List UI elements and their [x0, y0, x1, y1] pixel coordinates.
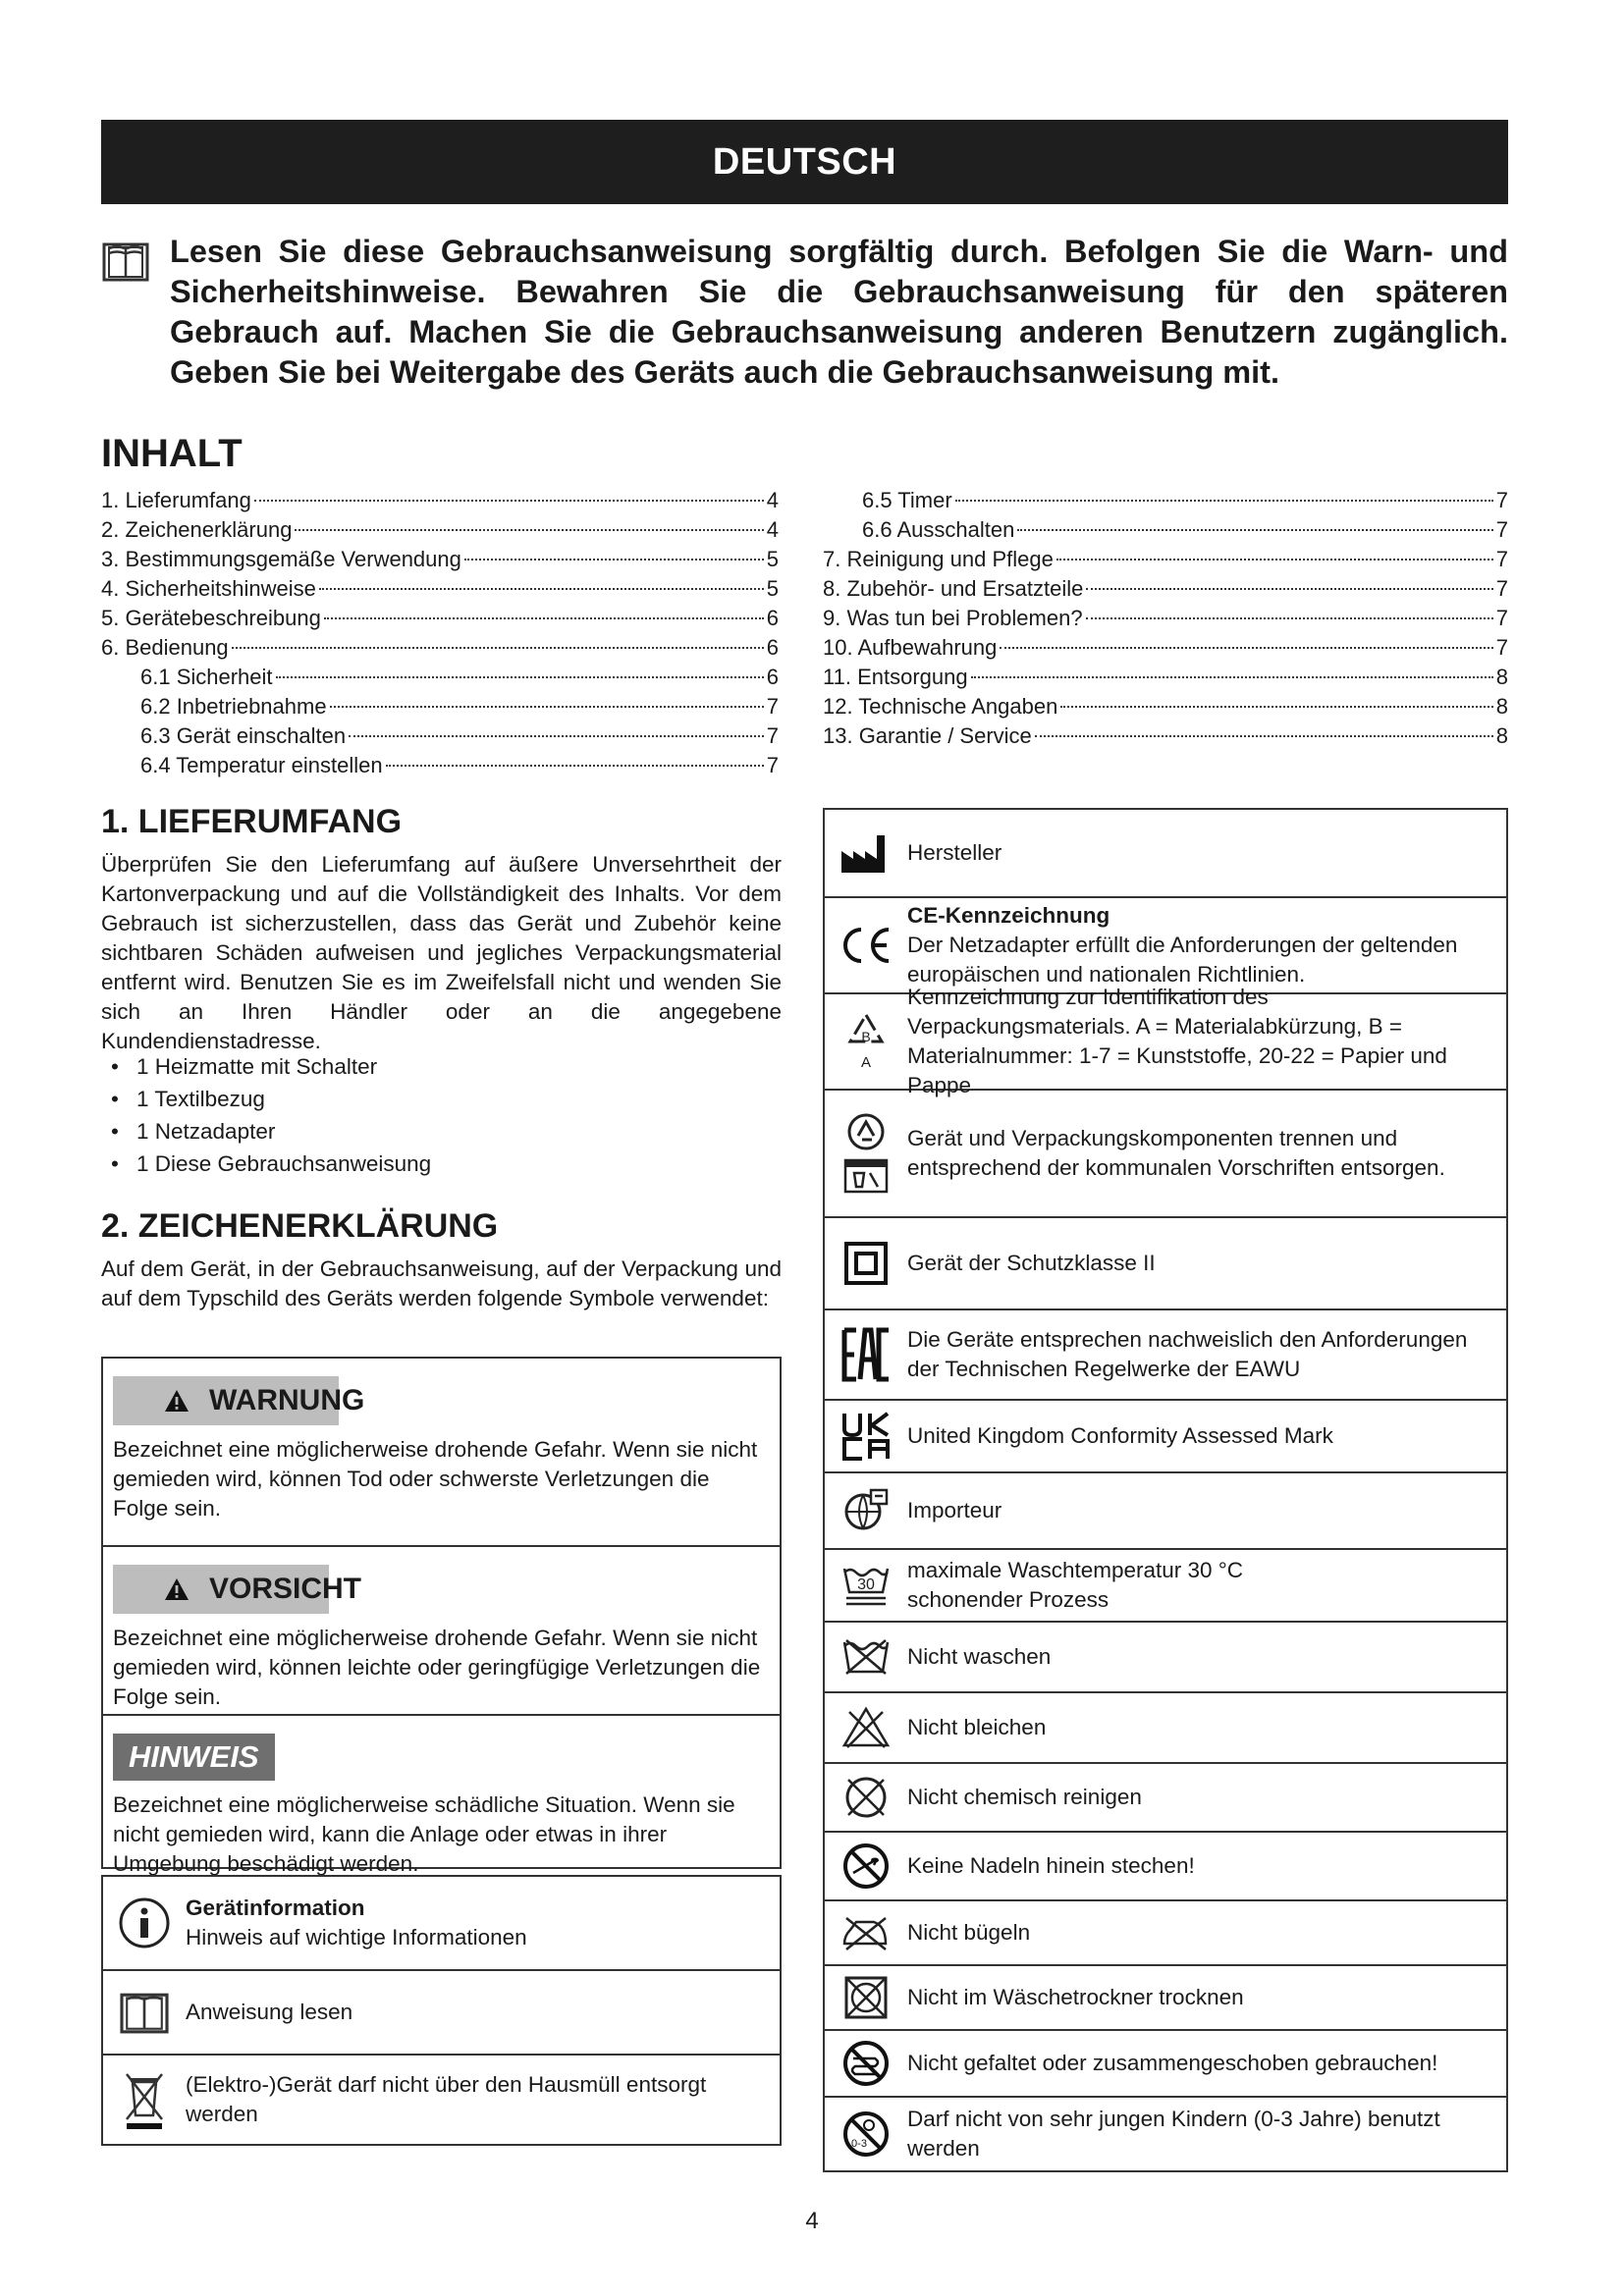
- symbol-row-nadeln: [825, 1833, 1506, 1901]
- svg-text:30: 30: [857, 1576, 875, 1593]
- toc-entry: 6.2 Inbetriebnahme 7: [140, 694, 779, 719]
- toc-entry: 8. Zubehör- und Ersatzteile 7: [823, 576, 1508, 601]
- wash-temperature-text: maximale Waschtemperatur 30 °C: [907, 1558, 1244, 1582]
- book-icon: [101, 232, 170, 393]
- info-symbols-box: [101, 1875, 782, 2146]
- no-folding-icon: [841, 2039, 891, 2088]
- language-banner: [101, 120, 1508, 204]
- no-dry-clean-icon: [842, 1774, 890, 1821]
- protection-class-ii-icon: [843, 1241, 889, 1286]
- symbol-table: [823, 808, 1508, 2172]
- toc-entry: 12. Technische Angaben 8: [823, 694, 1508, 719]
- hinweis-block: [103, 1714, 780, 1889]
- toc-entry: 6.3 Gerät einschalten 7: [140, 723, 779, 748]
- symbol-row-importeur: [825, 1473, 1506, 1550]
- eac-text: Die Geräte entsprechen nachweislich den Anforderungen der Technischen Regelwerke der EAWU: [907, 1327, 1468, 1381]
- symbol-row-hersteller: [825, 810, 1506, 898]
- geraetinformation-title: Gerätinformation: [186, 1896, 365, 1920]
- recycling-text: Kennzeichnung zur Identifikation des Verpackungsmaterials. A = Materialabkürzung, B = Materialnummer: 1-7 = Kunststoffe, 20-22 = Papier und Pappe: [907, 985, 1447, 1097]
- hinweis-label: HINWEIS: [113, 1734, 275, 1781]
- vorsicht-bar: [113, 1565, 362, 1614]
- sorting-bin-icon: [842, 1157, 890, 1195]
- wash-30-icon: [840, 1563, 892, 1608]
- eac-mark-icon: [841, 1326, 891, 1383]
- list-item: • 1 Textilbezug: [101, 1083, 782, 1115]
- kinder-text: Darf nicht von sehr jungen Kindern (0-3 Jahre) benutzt werden: [907, 2107, 1440, 2161]
- symbol-row-nicht-chemisch: [825, 1764, 1506, 1833]
- geraetinformation-text: Hinweis auf wichtige Informationen: [186, 1925, 527, 1949]
- nadeln-text: Keine Nadeln hinein stechen!: [907, 1853, 1195, 1878]
- warnung-label: WARNUNG: [209, 1384, 365, 1416]
- info-row-elektro: [103, 2056, 780, 2144]
- lieferumfang-text: Überprüfen Sie den Lieferumfang auf äußere Unversehrtheit der Kartonverpackung und auf die Vollständigkeit des Inhalts. Vor dem Gebrauch ist sicherzustellen, dass das Gerät und Zubehör keine sichtbaren Schäden aufweisen und jegliches Verpackungsmaterial entfernt wird. Benutzen Sie es im Zweifelsfall nicht und wenden Sie sich an Ihren Händler oder an die angegebene Kundendienstadresse.: [101, 852, 782, 1053]
- section-title-zeichenerklaerung: 2. ZEICHENERKLÄRUNG: [101, 1207, 499, 1245]
- ukca-mark-icon: [840, 1412, 892, 1461]
- anweisung-text: Anweisung lesen: [186, 2000, 353, 2024]
- zeichenerklaerung-text: Auf dem Gerät, in der Gebrauchsanweisung, auf der Verpackung und auf dem Typschild des Geräts werden folgende Symbole verwendet:: [101, 1256, 782, 1310]
- info-row-geraetinformation: [103, 1877, 780, 1971]
- toc-entry: 1. Lieferumfang 4: [101, 488, 779, 512]
- importer-icon: [841, 1486, 891, 1535]
- toc-title: INHALT: [101, 432, 243, 475]
- warnung-block: [103, 1376, 780, 1545]
- symbol-row-waschtemperatur: [825, 1550, 1506, 1623]
- nicht-gefaltet-text: Nicht gefaltet oder zusammengeschoben gebrauchen!: [907, 2051, 1438, 2075]
- toc-entry: 7. Reinigung und Pflege 7: [823, 547, 1508, 571]
- symbol-row-eac: [825, 1310, 1506, 1401]
- warning-triangle-icon: [164, 1577, 189, 1601]
- symbol-row-nicht-gefaltet: [825, 2031, 1506, 2098]
- symbol-row-nicht-trockner: [825, 1966, 1506, 2031]
- toc-entry: 2. Zeichenerklärung 4: [101, 517, 779, 542]
- nicht-trockner-text: Nicht im Wäschetrockner trocknen: [907, 1985, 1244, 2009]
- nicht-buegeln-text: Nicht bügeln: [907, 1920, 1031, 1945]
- recycling-icon: [842, 1012, 890, 1055]
- toc-left-column: [101, 486, 779, 780]
- triman-icon: [842, 1112, 890, 1151]
- toc-entry: 9. Was tun bei Problemen? 7: [823, 606, 1508, 630]
- toc-entry: 13. Garantie / Service 8: [823, 723, 1508, 748]
- toc-entry: 3. Bestimmungsgemäße Verwendung 5: [101, 547, 779, 571]
- toc-entry: 4. Sicherheitshinweise 5: [101, 576, 779, 601]
- warning-box: [101, 1357, 782, 1876]
- symbol-row-nicht-buegeln: [825, 1901, 1506, 1966]
- section-title-lieferumfang: 1. LIEFERUMFANG: [101, 803, 403, 840]
- symbol-row-nicht-bleichen: [825, 1693, 1506, 1764]
- hersteller-text: Hersteller: [907, 840, 1002, 865]
- toc-entry: 5. Gerätebeschreibung 6: [101, 606, 779, 630]
- ukca-text: United Kingdom Conformity Assessed Mark: [907, 1423, 1333, 1448]
- no-tumble-dry-icon: [843, 1975, 889, 2020]
- symbol-row-kinder: [825, 2098, 1506, 2170]
- no-needles-icon: [841, 1842, 891, 1891]
- list-item: • 1 Heizmatte mit Schalter: [101, 1050, 782, 1083]
- factory-icon: [839, 831, 893, 875]
- toc-entry: 6. Bedienung 6: [101, 635, 779, 660]
- symbol-row-triman: [825, 1091, 1506, 1218]
- info-row-anweisung: [103, 1971, 780, 2056]
- toc-entry: 6.5 Timer 7: [862, 488, 1508, 512]
- recycling-material-label: A: [860, 1054, 871, 1071]
- triman-text: Gerät und Verpackungskomponenten trennen und entsprechend der kommunalen Vorschriften entsorgen.: [907, 1126, 1445, 1180]
- ce-title: CE-Kennzeichnung: [907, 903, 1110, 928]
- symbol-row-schutzklasse: [825, 1218, 1506, 1310]
- elektro-text: (Elektro-)Gerät darf nicht über den Hausmüll entsorgt werden: [186, 2072, 707, 2126]
- warning-triangle-icon: [164, 1389, 189, 1413]
- banner-title: DEUTSCH: [712, 140, 897, 183]
- toc-entry: 6.6 Ausschalten 7: [862, 517, 1508, 542]
- no-iron-icon: [840, 1912, 892, 1953]
- nicht-chemisch-text: Nicht chemisch reinigen: [907, 1785, 1142, 1809]
- warnung-text: Bezeichnet eine möglicherweise drohende Gefahr. Wenn sie nicht gemieden wird, können Tod oder schwerste Verletzungen die Folge sein.: [113, 1437, 758, 1521]
- toc-entry: 6.4 Temperatur einstellen 7: [140, 753, 779, 777]
- importeur-text: Importeur: [907, 1498, 1002, 1522]
- no-young-children-icon: [841, 2109, 891, 2159]
- symbol-row-ukca: [825, 1401, 1506, 1473]
- nicht-bleichen-text: Nicht bleichen: [907, 1715, 1047, 1739]
- page-number: 4: [805, 2208, 819, 2234]
- vorsicht-text: Bezeichnet eine möglicherweise drohende Gefahr. Wenn sie nicht gemieden wird, können leichte oder geringfügige Verletzungen die Folge sein.: [113, 1626, 761, 1709]
- schutzklasse-text: Gerät der Schutzklasse II: [907, 1251, 1156, 1275]
- vorsicht-label: VORSICHT: [209, 1573, 362, 1605]
- hinweis-text: Bezeichnet eine möglicherweise schädliche Situation. Wenn sie nicht gemieden wird, kann die Anlage oder etwas in ihrer Umgebung beschädigt werden.: [113, 1792, 735, 1876]
- toc-entry: 10. Aufbewahrung 7: [823, 635, 1508, 660]
- weee-bin-icon: [123, 2068, 166, 2131]
- list-item: • 1 Diese Gebrauchsanweisung: [101, 1148, 782, 1180]
- ce-mark-icon: [838, 926, 894, 965]
- warnung-bar: [113, 1376, 365, 1425]
- no-bleach-icon: [841, 1706, 891, 1749]
- svg-text:0-3: 0-3: [851, 2138, 867, 2150]
- ce-text: Der Netzadapter erfüllt die Anforderungen der geltenden europäischen und nationalen Richtlinien.: [907, 933, 1458, 987]
- symbol-row-recycling: [825, 985, 1506, 1097]
- info-icon: [118, 1896, 171, 1949]
- no-wash-icon: [840, 1636, 892, 1678]
- toc-right-column: [823, 486, 1508, 751]
- svg-text:B: B: [861, 1029, 871, 1044]
- toc-entry: 6.1 Sicherheit 6: [140, 665, 779, 689]
- intro-notice: [101, 232, 1508, 393]
- vorsicht-block: [103, 1545, 780, 1714]
- lieferumfang-list: [101, 1050, 782, 1180]
- symbol-row-nicht-waschen: [825, 1623, 1506, 1693]
- toc-entry: 11. Entsorgung 8: [823, 665, 1508, 689]
- nicht-waschen-text: Nicht waschen: [907, 1644, 1052, 1669]
- intro-text: Lesen Sie diese Gebrauchsanweisung sorgfältig durch. Befolgen Sie die Warn- und Sicherheitshinweise. Bewahren Sie die Gebrauchsanweisung für den späteren Gebrauch auf. Machen Sie die Gebrauchsanweisung anderen Benutzern zugänglich. Geben Sie bei Weitergabe des Geräts auch die Gebrauchsanweisung mit.: [170, 234, 1508, 390]
- symbol-row-ce: [825, 898, 1506, 994]
- book-icon: [118, 1990, 171, 2035]
- list-item: • 1 Netzadapter: [101, 1115, 782, 1148]
- wash-process-text: schonender Prozess: [907, 1587, 1110, 1612]
